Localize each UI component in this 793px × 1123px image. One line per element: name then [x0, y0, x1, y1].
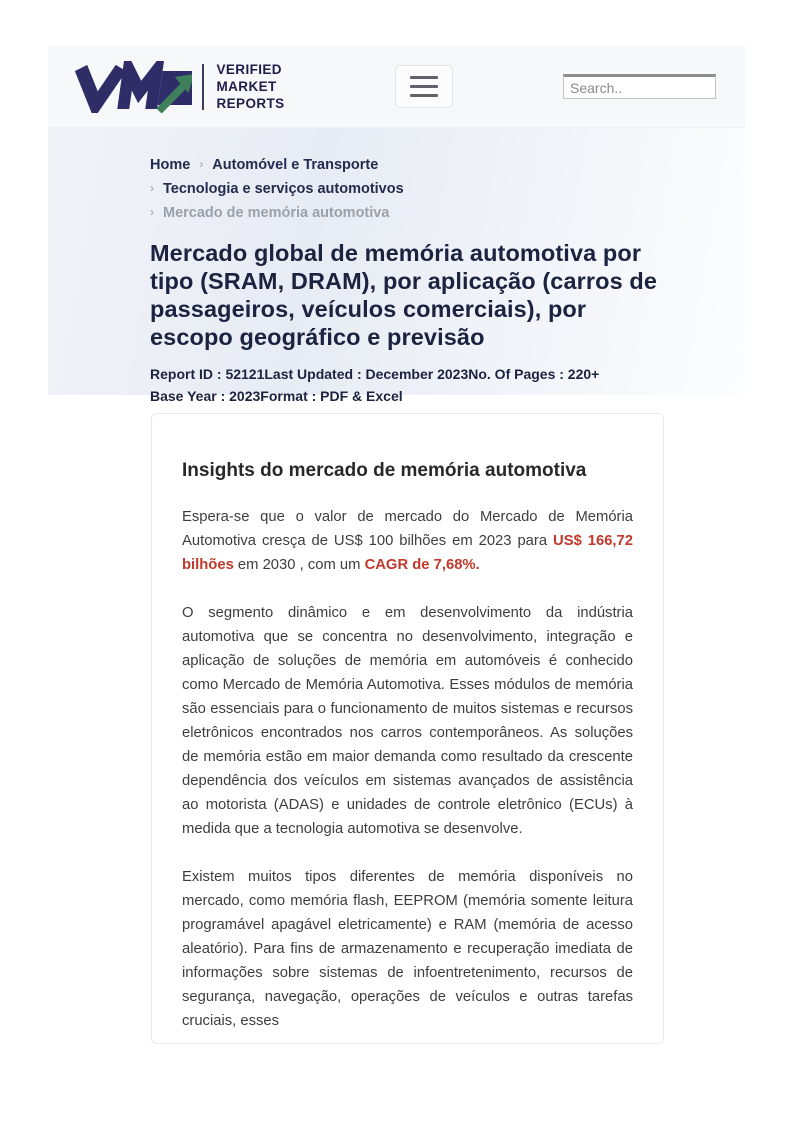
vmr-logo-link[interactable] [70, 61, 285, 113]
p1-text: Espera-se que o valor de mercado do Mercado de Memória Automotiva cresça de US$ 100 bilhões em 2023 para [182, 509, 633, 549]
breadcrumb-line [150, 177, 745, 201]
logo-tagline-line: VERIFIED [216, 62, 282, 77]
chevron-right-icon: › [150, 205, 154, 219]
menu-button[interactable] [395, 65, 453, 108]
breadcrumb-line [150, 153, 745, 177]
base-year: Base Year : 2023 [150, 388, 261, 404]
breadcrumb-link-home[interactable]: Home [150, 157, 191, 173]
insights-heading: Insights do mercado de memória automotiva [182, 460, 587, 481]
site-header [48, 46, 745, 128]
hero-section [48, 128, 745, 404]
report-format: Format : PDF & Excel [260, 388, 403, 404]
breadcrumb-link-category[interactable]: Automóvel e Transporte [212, 157, 379, 173]
logo-tagline [217, 61, 285, 112]
report-insights-card [151, 413, 664, 1044]
market-value-highlight: US$ 166,72 bilhões [182, 533, 634, 573]
search-input[interactable] [563, 74, 716, 99]
vmr-logo-icon [70, 61, 192, 113]
breadcrumb-current: Mercado de memória automotiva [163, 205, 390, 221]
insights-paragraph-1 [182, 505, 633, 577]
report-id: Report ID : 52121 [150, 366, 265, 382]
last-updated: Last Updated : December 2023 [264, 366, 469, 382]
chevron-right-icon: › [150, 181, 154, 195]
page-title: Mercado global de memória automotiva por tipo (SRAM, DRAM), por aplicação (carros de passageiros, veículos comerciais), por escopo geográfico e previsão [150, 240, 658, 350]
insights-paragraph-2: O segmento dinâmico e em desenvolvimento da indústria automotiva que se concentra no desenvolvimento, integração e aplicação de soluções de memória em automóveis é conhecido como Mercado de Memória Automotiva. Esses módulos de memória são essenciais para o funcionamento de muitos sistemas e recursos eletrônicos encontrados nos carros contemporâneos. As soluções de memória estão em maior demanda como resultado da crescente dependência dos veículos em sistemas avançados de assistência ao motorista (ADAS) e unidades de controle eletrônico (ECUs) à medida que a tecnologia automotiva se desenvolve. [182, 605, 633, 837]
p1-text: em 2030 , com um [233, 557, 365, 573]
menu-icon [410, 76, 438, 79]
logo-tagline-line: REPORTS [216, 96, 285, 111]
insights-paragraph-3: Existem muitos tipos diferentes de memória disponíveis no mercado, como memória flash, EEPROM (memória somente leitura programável apagável eletricamente) e RAM (memória de acesso aleatório). Para fins de armazenamento e recuperação imediata de informações sobre sistemas de infoentretenimento, recursos de segurança, navegação, operações de veículos e outras tarefas cruciais, esses [182, 869, 633, 1029]
chevron-right-icon: › [199, 157, 204, 171]
pages-count: No. Of Pages : 220+ [468, 366, 600, 382]
breadcrumb-line [150, 201, 745, 225]
cagr-highlight: CAGR de 7,68%. [364, 557, 480, 573]
logo-divider [202, 64, 204, 110]
breadcrumb [150, 153, 745, 225]
logo-tagline-line: MARKET [216, 79, 277, 94]
breadcrumb-link-subcategory[interactable]: Tecnologia e serviços automotivos [163, 181, 404, 197]
main-content [48, 395, 745, 1044]
